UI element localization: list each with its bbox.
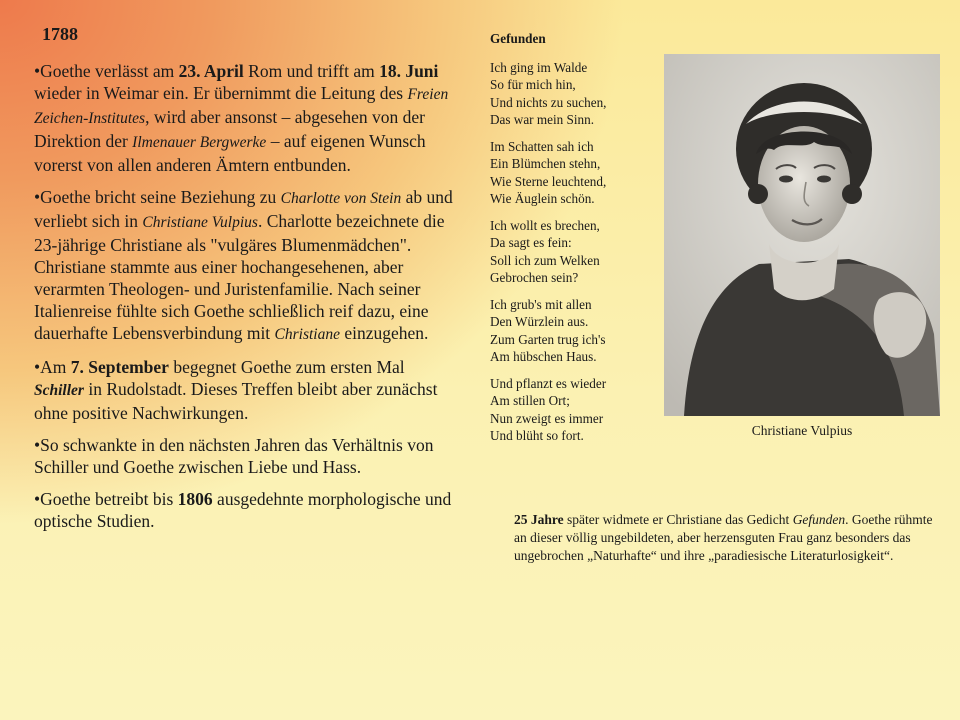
text-segment: Rom und trifft am: [243, 61, 380, 81]
text-segment: •Am: [34, 357, 71, 377]
poem-line: Am stillen Ort;: [490, 393, 570, 408]
bergwerke-name: Ilmenauer Bergwerke: [132, 134, 267, 151]
poem-stanza: [490, 296, 665, 366]
poem-line: Ich ging im Walde: [490, 59, 588, 75]
note-years: 25 Jahre: [514, 512, 564, 527]
poem-line: Zum Garten trug ich's: [490, 331, 606, 347]
poem-line: Soll ich zum Welken: [490, 252, 600, 268]
bullet-studies: [34, 488, 454, 532]
name-christiane: Christiane: [274, 326, 340, 343]
year-1806: 1806: [177, 489, 213, 509]
poem-stanza: [490, 217, 665, 287]
poem-line: Und blüht so fort.: [490, 428, 584, 443]
poem-line: Da sagt es fein:: [490, 235, 572, 250]
poem-line: Das war mein Sinn.: [490, 112, 595, 127]
text-segment: in Rudolstadt. Dieses Treffen bleibt aber zunächst ohne positive Nachwirkungen.: [34, 379, 438, 423]
bullet-relationship: [34, 434, 454, 478]
poem-line: Ich wollt es brechen,: [490, 217, 600, 233]
text-segment: begegnet Goethe zum ersten Mal: [168, 357, 405, 377]
note-text: . Goethe rühmte an dieser völlig ungebildeten, aber herzensguten Frau ganz besonders das ungebrochen „Naturhafte“ und ihre „paradiesische Literaturlosigkeit“.: [514, 512, 933, 563]
text-segment: . Charlotte bezeichnete die 23-jährige Christiane als "vulgäres Blumenmädchen". Christiane stammte aus einer hochangesehenen, aber verarmten Theologen- und Juristenfamilie. Nach seiner Italienreise fühlte sich Goethe schließlich reif dazu, eine dauerhafte Lebensverbindung mit: [34, 211, 445, 343]
text-segment: – auf eigenen Wunsch vorerst von allen anderen Ämtern entbunden.: [34, 131, 426, 175]
poem-line: Und pflanzt es wieder: [490, 375, 607, 391]
bullet-list: [34, 60, 454, 542]
name-christiane-vulpius: Christiane Vulpius: [142, 214, 258, 231]
text-segment: •So schwankte in den nächsten Jahren das Verhältnis von Schiller und Goethe zwischen Liebe und Hass.: [34, 435, 434, 477]
text-segment: •Goethe verlässt am: [34, 61, 179, 81]
date-7-september: 7. September: [70, 357, 169, 377]
poem-line: Ich grub's mit allen: [490, 296, 592, 312]
date-23-april: 23. April: [178, 61, 244, 81]
poem-stanza: [490, 138, 665, 208]
poem-line: Am hübschen Haus.: [490, 349, 597, 364]
poem-line: Wie Sterne leuchtend,: [490, 173, 607, 189]
bullet-christiane: [34, 186, 454, 346]
dedication-note: [514, 511, 934, 565]
poem-line: Wie Äuglein schön.: [490, 191, 595, 206]
text-segment: •Goethe betreibt bis: [34, 489, 178, 509]
poem-line: So für mich hin,: [490, 77, 576, 92]
text-segment: ausgedehnte morphologische und optische Studien.: [34, 489, 452, 531]
poem-line: Ein Blümchen stehn,: [490, 156, 601, 171]
text-segment: wieder in Weimar ein. Er übernimmt die Leitung des: [34, 83, 408, 103]
poem-line: Nun zweigt es immer: [490, 410, 604, 426]
year-heading: 1788: [42, 24, 78, 44]
portrait-illustration: [664, 54, 940, 416]
text-segment: ab und verliebt sich in: [34, 187, 453, 231]
portrait-image: [664, 54, 940, 416]
poem: [490, 30, 665, 454]
text-segment: einzugehen.: [340, 323, 429, 343]
institute-name: Freien Zeichen-Institutes: [34, 86, 449, 127]
poem-line: Den Würzlein aus.: [490, 314, 589, 329]
text-segment: , wird aber ansonst – abgesehen von der Direktion der: [34, 107, 425, 151]
text-segment: •Goethe bricht seine Beziehung zu: [34, 187, 281, 207]
poem-line: Und nichts zu suchen,: [490, 94, 607, 110]
name-charlotte: Charlotte von Stein: [280, 190, 402, 207]
bullet-schiller: [34, 356, 454, 424]
note-text: später widmete er Christiane das Gedicht: [563, 512, 793, 527]
poem-stanza: [490, 59, 665, 129]
poem-stanza: [490, 375, 665, 445]
poem-title: Gefunden: [490, 31, 546, 46]
poem-line: Gebrochen sein?: [490, 270, 579, 285]
portrait-caption: Christiane Vulpius: [751, 423, 853, 438]
poem-line: Im Schatten sah ich: [490, 138, 594, 154]
bullet-return-to-weimar: [34, 60, 454, 176]
date-18-juni: 18. Juni: [379, 61, 439, 81]
note-poem-title: Gefunden: [792, 512, 846, 527]
name-schiller: Schiller: [34, 382, 84, 399]
